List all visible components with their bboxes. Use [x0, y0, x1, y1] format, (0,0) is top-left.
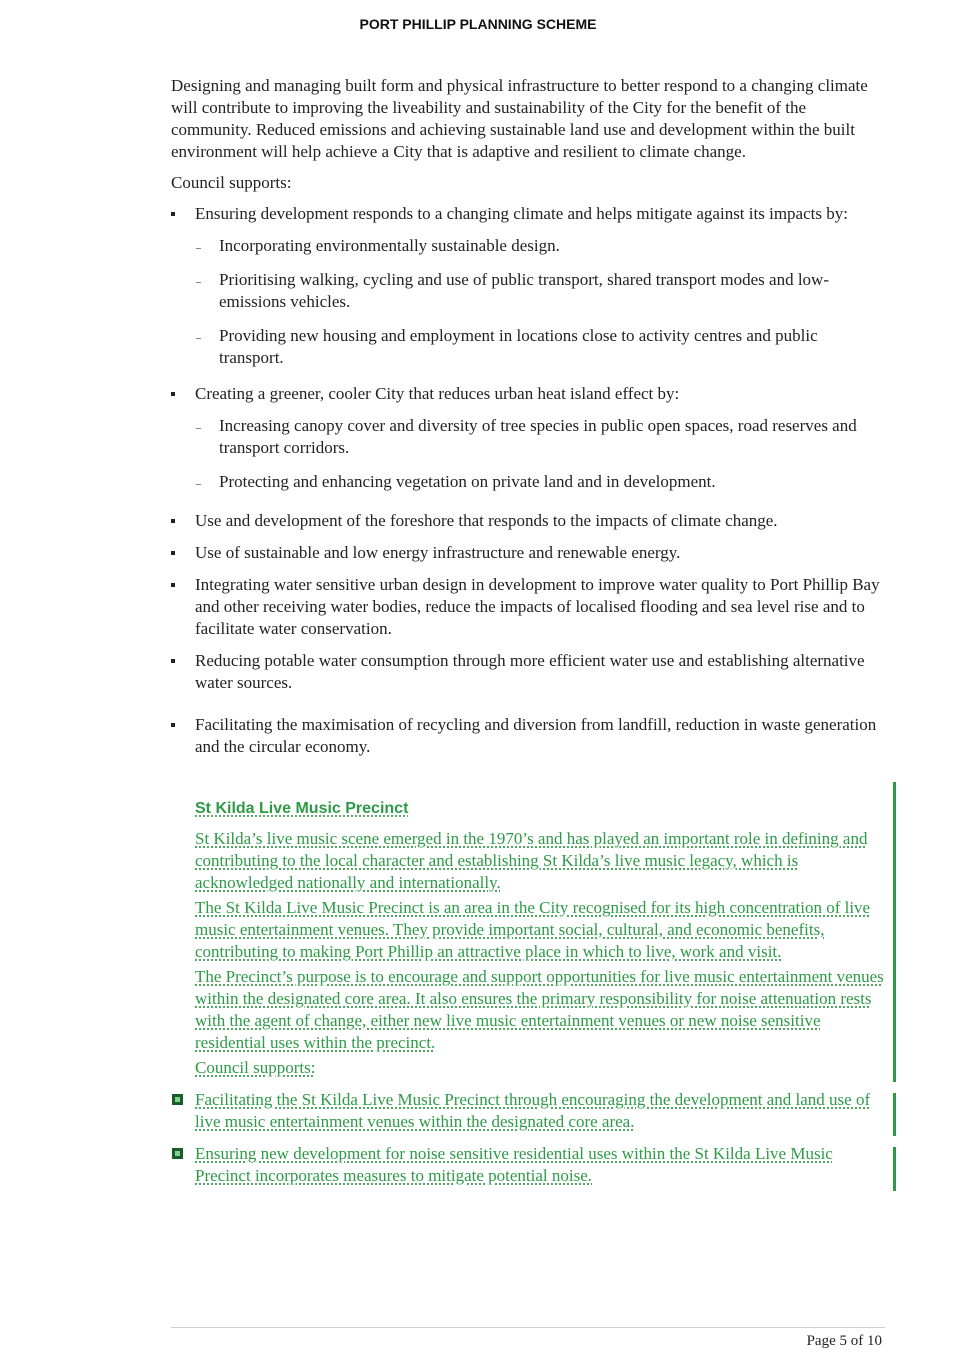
list-item-text: Use and development of the foreshore that responds to the impacts of climate change. — [195, 511, 778, 530]
list-item — [171, 650, 885, 694]
sub-list-item-text: Providing new housing and employment in locations close to activity centres and public transport. — [219, 326, 818, 367]
supports-list — [171, 203, 885, 758]
change-bar — [893, 782, 896, 1082]
bullet-icon — [171, 212, 175, 216]
change-bar — [893, 1147, 896, 1191]
list-item — [171, 510, 885, 532]
amendment-list-item-text: Facilitating the St Kilda Live Music Precinct through encouraging the development and land use of live music entertainment venues within the designated core area. — [195, 1090, 871, 1131]
list-item — [171, 714, 885, 758]
amendment-paragraph-text: The Precinct’s purpose is to encourage and support opportunities for live music entertainment venues within the designated core area. It also ensures the primary responsibility for noise attenuation rests with the agent of change, either new live music entertainment venues or new noise sensitive residential uses within the precinct. — [195, 967, 884, 1052]
sub-list-item-text: Protecting and enhancing vegetation on private land and in development. — [219, 472, 716, 491]
amendment-list-item — [195, 1143, 885, 1187]
council-supports-label: Council supports: — [171, 173, 292, 192]
list-item-text: Creating a greener, cooler City that reduces urban heat island effect by: — [195, 384, 680, 403]
page-number: Page 5 of 10 — [806, 1333, 882, 1349]
list-item — [171, 542, 885, 564]
amendment-council-supports-text: Council supports: — [195, 1058, 316, 1077]
amendment-section — [195, 798, 885, 1187]
amendment-paragraph — [195, 966, 885, 1054]
sub-list-item — [195, 415, 885, 459]
footer-divider — [171, 1327, 885, 1328]
sub-list-item-text: Increasing canopy cover and diversity of tree species in public open spaces, road reserves and transport corridors. — [219, 416, 857, 457]
dash-icon — [196, 248, 201, 249]
intro-paragraph: Designing and managing built form and physical infrastructure to better respond to a changing climate will contribute to improving the liveability and sustainability of the City for the benefit of the community. Reduced emissions and achieving sustainable land use and development within the built environment will help achieve a City that is adaptive and resilient to climate change. — [171, 76, 868, 161]
amendment-council-supports — [195, 1057, 885, 1079]
dash-icon — [196, 282, 201, 283]
sub-list — [195, 415, 885, 493]
document-body — [171, 75, 885, 768]
sub-list-item — [195, 325, 885, 369]
dash-icon — [196, 484, 201, 485]
amendment-paragraph — [195, 828, 885, 894]
list-item-text: Reducing potable water consumption through more efficient water use and establishing alternative water sources. — [195, 651, 865, 692]
dash-icon — [196, 428, 201, 429]
list-item-text: Ensuring development responds to a changing climate and helps mitigate against its impacts by: — [195, 204, 848, 223]
inserted-item-marker-icon — [172, 1094, 183, 1105]
amendment-paragraph — [195, 897, 885, 963]
bullet-icon — [171, 551, 175, 555]
list-item-text: Use of sustainable and low energy infrastructure and renewable energy. — [195, 543, 681, 562]
amendment-list-item — [195, 1089, 885, 1133]
sub-list-item-text: Incorporating environmentally sustainable design. — [219, 236, 560, 255]
bullet-icon — [171, 519, 175, 523]
list-item — [171, 574, 885, 640]
section-heading — [195, 798, 885, 820]
amendment-paragraph-text: St Kilda’s live music scene emerged in the 1970’s and has played an important role in defining and contributing to the local character and establishing St Kilda’s live music legacy, which is acknowledged nationally and internationally. — [195, 829, 868, 892]
change-bar — [893, 1093, 896, 1136]
amendment-paragraph-text: The St Kilda Live Music Precinct is an area in the City recognised for its high concentration of live music entertainment venues. They provide important social, cultural, and economic benefits, contributing to making Port Phillip an attractive place in which to live, work and visit. — [195, 898, 871, 961]
list-item-text: Integrating water sensitive urban design in development to improve water quality to Port Phillip Bay and other receiving water bodies, reduce the impacts of localised flooding and sea level rise and to facilitate water conservation. — [195, 575, 880, 638]
sub-list — [195, 235, 885, 369]
amendment-list-item-text: Ensuring new development for noise sensitive residential uses within the St Kilda Live Music Precinct incorporates measures to mitigate potential noise. — [195, 1144, 833, 1185]
dash-icon — [196, 338, 201, 339]
bullet-icon — [171, 723, 175, 727]
section-heading-text: St Kilda Live Music Precinct — [195, 800, 409, 817]
inserted-item-marker-icon — [172, 1148, 183, 1159]
list-item — [171, 203, 885, 369]
sub-list-item — [195, 269, 885, 313]
bullet-icon — [171, 392, 175, 396]
list-item — [171, 383, 885, 493]
bullet-icon — [171, 583, 175, 587]
page-header: PORT PHILLIP PLANNING SCHEME — [359, 16, 597, 32]
sub-list-item-text: Prioritising walking, cycling and use of public transport, shared transport modes and low-emissions vehicles. — [219, 270, 829, 311]
list-item-text: Facilitating the maximisation of recycling and diversion from landfill, reduction in waste generation and the circular economy. — [195, 715, 877, 756]
sub-list-item — [195, 235, 885, 257]
sub-list-item — [195, 471, 885, 493]
bullet-icon — [171, 659, 175, 663]
